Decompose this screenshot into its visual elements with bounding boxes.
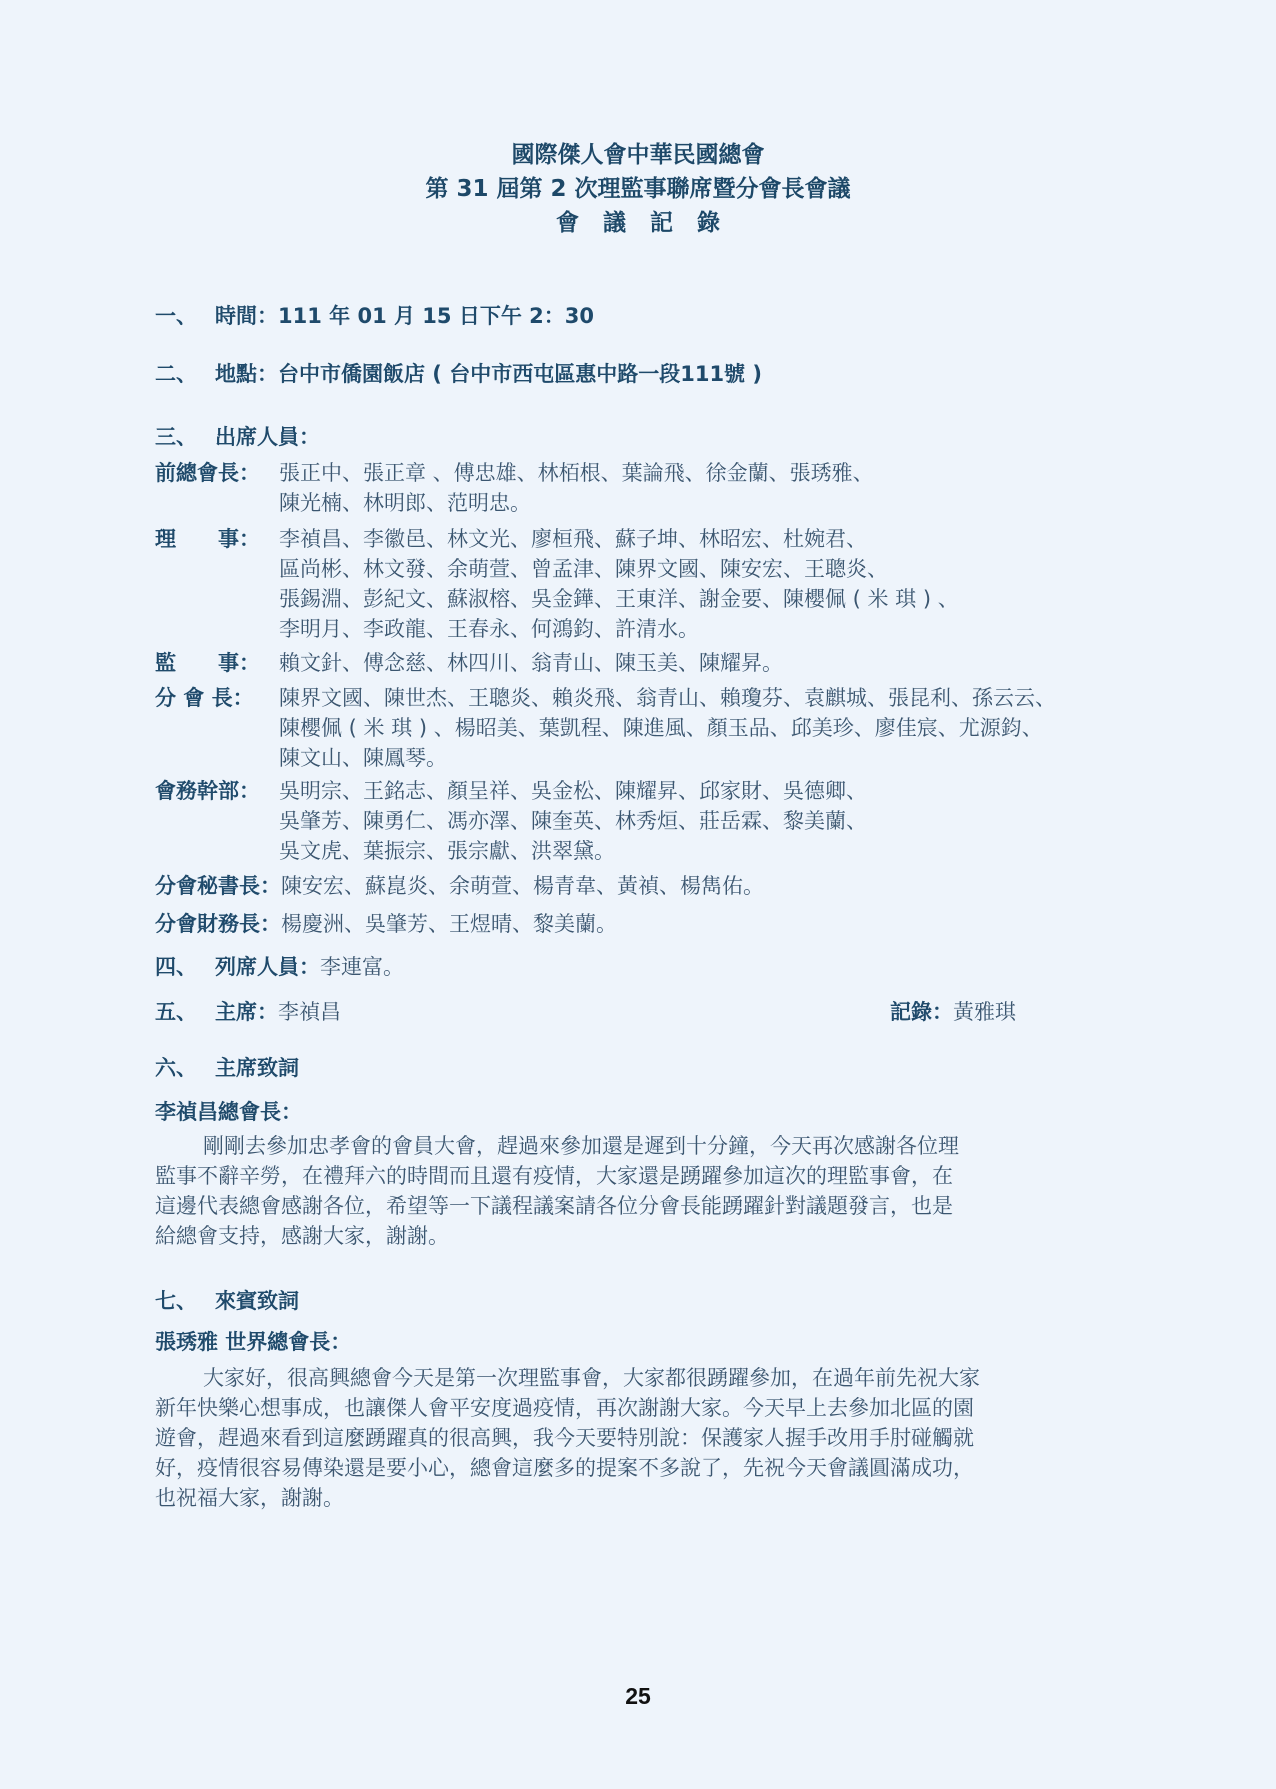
chair-speaker: 李禎昌總會長： <box>155 1100 302 1124</box>
section-chair-speech: 六、 主席致詞 <box>155 1056 299 1080</box>
minutes-title: 會議記錄 <box>556 210 744 236</box>
meeting-title: 第 31 屆第 2 次理監事聯席暨分會長會議 <box>425 176 851 202</box>
section-chair: 五、 主席：李禎昌 <box>155 1000 341 1024</box>
document-header <box>0 138 1276 240</box>
secretary-row: 分會秘書長：陳安宏、蘇崑炎、余萌萱、楊青韋、黃禎、楊雋佑。 <box>155 874 764 898</box>
section-time: 一、 時間：111 年 01 月 15 日下午 2：30 <box>155 304 594 328</box>
section-location: 二、 地點：台中市僑園飯店 ( 台中市西屯區惠中路一段111號 ) <box>155 362 762 386</box>
recorder: 記錄：黃雅琪 <box>890 1000 1016 1024</box>
section-observers: 四、 列席人員：李連富。 <box>155 955 404 979</box>
guest-speech-text: 大家好，很高興總會今天是第一次理監事會，大家都很踴躍參加，在過年前先祝大家 新年快樂心想事成，也讓傑人會平安度過疫情，再次謝謝大家。今天早上去參加北區的園 遊會，趕過來看到這麼踴躍真的很高興，我今天要特別說：保護家人握手改用手肘碰觸就 好，疫情很容易傳染還是要小心，總會這麼多的提案不多說了，先祝今天會議圓滿成功， 也祝福大家，謝謝。 <box>155 1366 980 1510</box>
treasurer-row: 分會財務長：楊慶洲、吳肇芳、王煜晴、黎美蘭。 <box>155 912 617 936</box>
section-attendees: 三、 出席人員： <box>155 425 320 449</box>
chair-speech-text: 剛剛去參加忠孝會的會員大會，趕過來參加還是遲到十分鐘，今天再次感謝各位理 監事不辭辛勞，在禮拜六的時間而且還有疫情，大家還是踴躍參加這次的理監事會，在 這邊代表總會感謝各位，希望等一下議程議案請各位分會長能踴躍針對議題發言，也是 給總會支持，感謝大家，謝謝。 <box>155 1134 959 1248</box>
section-guest-speech: 七、 來賓致詞 <box>155 1289 299 1313</box>
org-title: 國際傑人會中華民國總會 <box>511 142 765 168</box>
document-page: 國際傑人會中華民國總會 第 31 屆第 2 次理監事聯席暨分會長會議 會議記錄 一、 時間：111 年 01 月 15 日下午 2：30 二、 地點：台中市僑園飯店 ( 台中市西屯區惠中路一段111號 ) 三、 出席人員： 前總會長： 張正中、張正章 、傅忠雄、林栢根、葉論飛、徐金蘭、張琇雅、 陳光楠、林明郎、范明忠。 理 事： 李禎昌、李徽邑、林文光、廖桓飛、蘇子坤、林昭宏、杜婉君、 區尚彬、林文發、余萌萱、曾孟津、陳界文國、陳安宏、王聰炎、 張錫淵、彭紀文、蘇淑榕、吳金鏵、王東洋、謝金要、陳櫻佩 ( 米 琪 ) 、 李明月、李政龍、王春永、何鴻鈞、許清水。 監 事： 賴文針、傅念慈、林四川、翁青山、陳玉美、陳耀昇。 分 會 長： 陳界文國、陳世杰、王聰炎、賴炎飛、翁青山、賴瓊芬、袁麒城、張昆利、孫云云、 陳櫻佩 ( 米 琪 ) 、楊昭美、葉凱程、陳進風、顏玉品、邱美珍、廖佳宸、尤源鈞、 陳文山、陳鳳琴。 會務幹部： 吳明宗、王銘志、顏呈祥、吳金松、陳耀昇、邱家財、吳德卿、 吳肇芳、陳勇仁、馮亦澤、陳奎英、林秀烜、莊岳霖、黎美蘭、 吳文虎、葉振宗、張宗獻、洪翠黛。 分會秘書長：陳安宏、蘇崑炎、余萌萱、楊青韋、黃禎、楊雋佑。 分會財務長：楊慶洲、吳肇芳、王煜晴、黎美蘭。 四、 列席人員：李連富。 五、 主席：李禎昌 記錄：黃雅琪 六、 主席致詞 李禎昌總會長： 剛剛去參加忠孝會的會員大會，趕過來參加還是遲到十分鐘，今天再次感謝各位理 監事不辭辛勞，在禮拜六的時間而且還有疫情，大家還是踴躍參加這次的理監事會，在 這邊代表總會感謝各位，希望等一下議程議案請各位分會長能踴躍針對議題發言，也是 給總會支持，感謝大家，謝謝。 七、 來賓致詞 張琇雅 世界總會長： 大家好，很高興總會今天是第一次理監事會，大家都很踴躍參加，在過年前先祝大家 新年快樂心想事成，也讓傑人會平安度過疫情，再次謝謝大家。今天早上去參加北區的園 遊會，趕過來看到這麼踴躍真的很高興，我今天要特別說：保護家人握手改用手肘碰觸就 好，疫情很容易傳染還是要小心，總會這麼多的提案不多說了，先祝今天會議圓滿成功， 也祝福大家，謝謝。 25 <box>0 0 1276 1789</box>
guest-speaker: 張琇雅 世界總會長： <box>155 1330 352 1354</box>
page-number: 25 <box>625 1683 651 1709</box>
